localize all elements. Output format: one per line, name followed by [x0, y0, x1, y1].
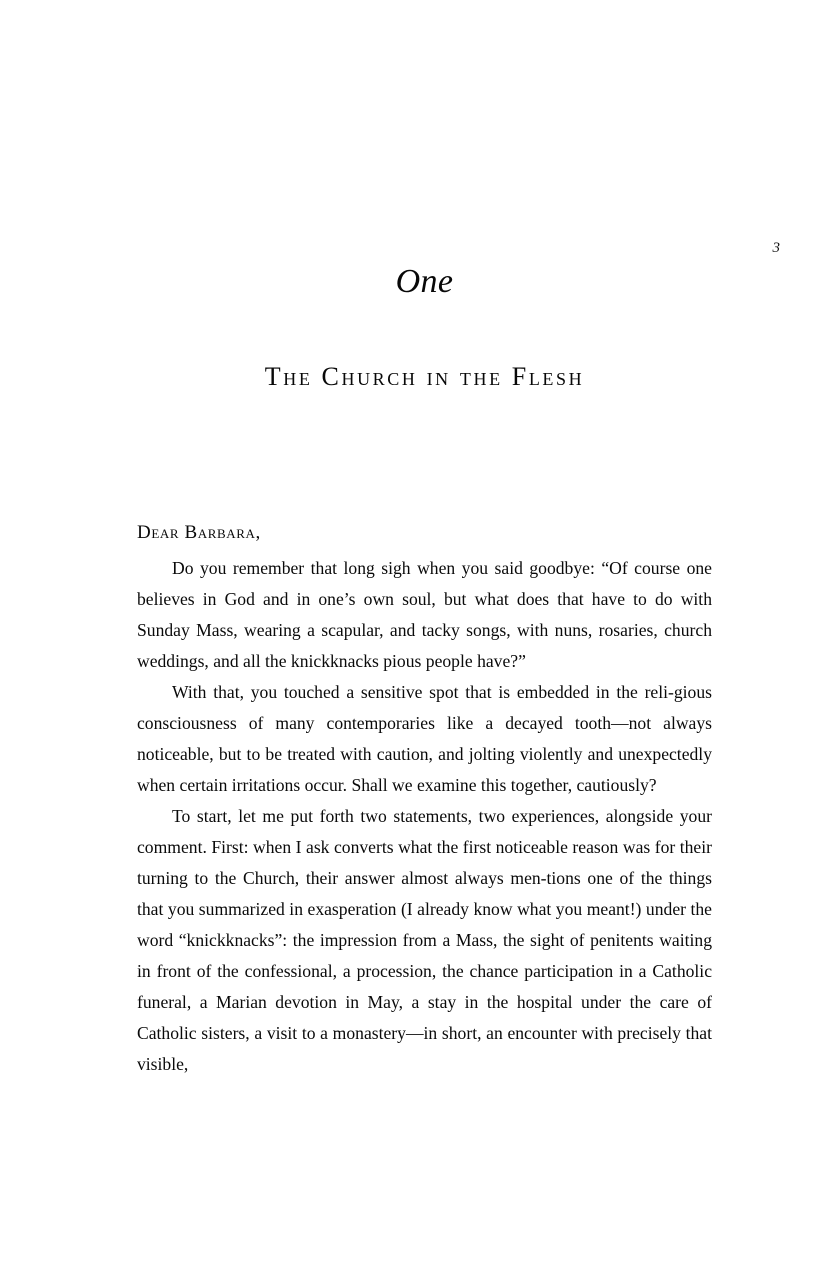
body-paragraph: To start, let me put forth two statements, two experiences, alongside your comment. First: when I ask converts what the first noticeable reason was for their turning to the Church, their answer almost always men-tions one of the things that you summarized in exasperation (I already know what you meant!) under the word “knickknacks”: the impression from a Mass, the sight of penitents waiting in front of the confessional, a procession, the chance participation in a Catholic funeral, a Marian devotion in May, a stay in the hospital under the care of Catholic sisters, a visit to a monastery—in short, an encounter with precisely that visible,	[137, 805, 712, 1074]
chapter-number: One	[395, 263, 454, 300]
body-paragraph: Do you remember that long sigh when you said goodbye: “Of course one believes in God and in one’s own soul, but what does that have to do with Sunday Mass, wearing a scapular, and tacky songs, with nuns, rosaries, church weddings, and all the knickknacks pious people have?”	[137, 557, 712, 671]
letter-salutation: Dear Barbara,	[137, 522, 261, 543]
letter-body	[137, 519, 712, 1080]
body-paragraph: With that, you touched a sensitive spot that is embedded in the reli-gious consciousness of many contemporaries like a decayed tooth—not always noticeable, but to be treated with caution, and jolting violently and unexpectedly when certain irritations occur. Shall we examine this together, cautiously?	[137, 681, 712, 795]
page-number: 3	[772, 240, 780, 256]
chapter-title: The Church in the Flesh	[264, 362, 585, 391]
